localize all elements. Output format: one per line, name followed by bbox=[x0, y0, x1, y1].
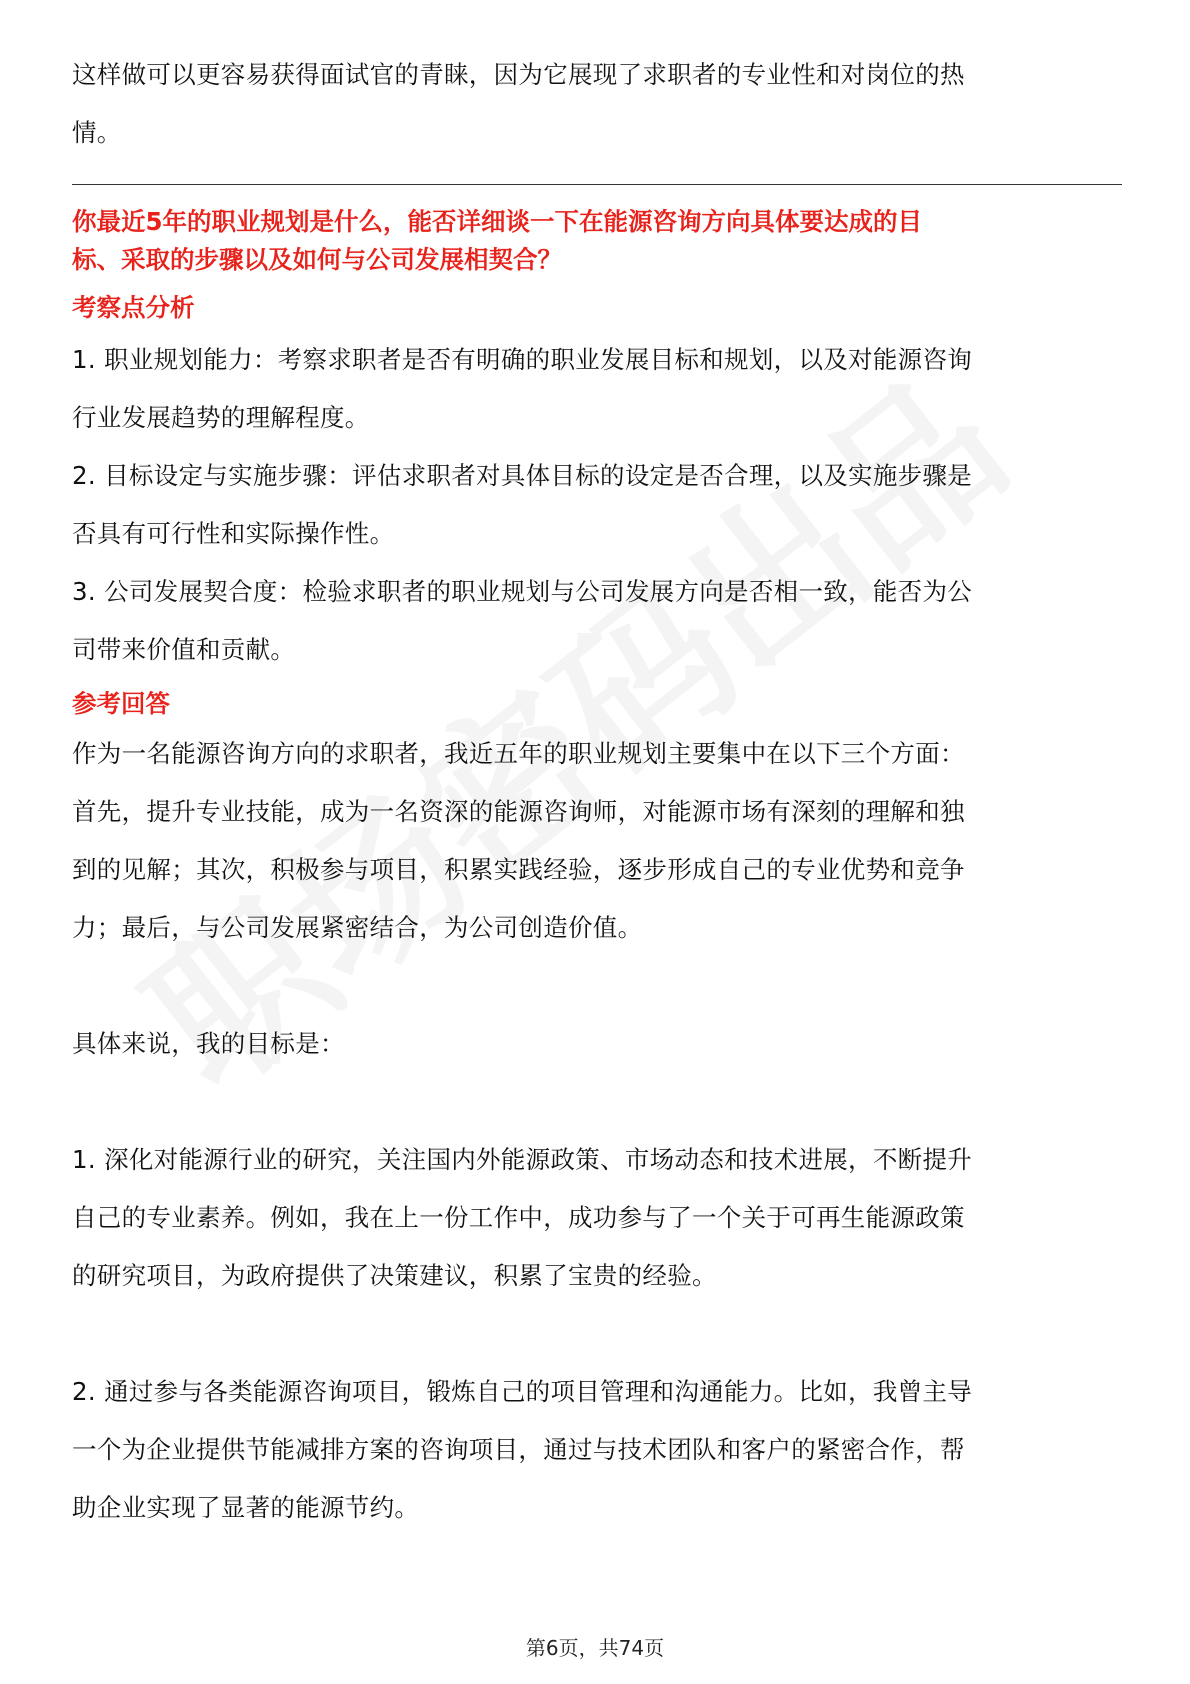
analysis-item-1-line-1: 1. 职业规划能力：考察求职者是否有明确的职业发展目标和规划，以及对能源咨询 bbox=[72, 345, 973, 374]
analysis-item-3-line-1: 3. 公司发展契合度：检验求职者的职业规划与公司发展方向是否相一致，能否为公 bbox=[72, 577, 973, 606]
analysis-item-3-line-2: 司带来价值和贡献。 bbox=[72, 635, 296, 664]
blank-line bbox=[72, 1073, 1122, 1131]
answer-p1-line-1: 作为一名能源咨询方向的求职者，我近五年的职业规划主要集中在以下三个方面： bbox=[72, 739, 965, 768]
answer-p4-line-2: 一个为企业提供节能减排方案的咨询项目，通过与技术团队和客户的紧密合作，帮 bbox=[72, 1435, 965, 1464]
answer-p4-line-1: 2. 通过参与各类能源咨询项目，锻炼自己的项目管理和沟通能力。比如，我曾主导 bbox=[72, 1377, 973, 1406]
answer-p1-line-3: 到的见解；其次，积极参与项目，积累实践经验，逐步形成自己的专业优势和竞争 bbox=[72, 855, 965, 884]
question-line-2: 标、采取的步骤以及如何与公司发展相契合？ bbox=[72, 245, 562, 274]
answer-p1-line-4: 力；最后，与公司发展紧密结合，为公司创造价值。 bbox=[72, 913, 643, 942]
answer-p3-line-2: 自己的专业素养。例如，我在上一份工作中，成功参与了一个关于可再生能源政策 bbox=[72, 1203, 965, 1232]
answer-p3-line-3: 的研究项目，为政府提供了决策建议，积累了宝贵的经验。 bbox=[72, 1261, 717, 1290]
answer-p4-line-3: 助企业实现了显著的能源节约。 bbox=[72, 1493, 420, 1522]
answer-heading: 参考回答 bbox=[72, 689, 170, 718]
analysis-heading: 考察点分析 bbox=[72, 293, 195, 322]
intro-line-2: 情。 bbox=[72, 118, 122, 147]
question-block bbox=[72, 203, 1122, 279]
blank-line bbox=[72, 957, 1122, 1015]
analysis-item-1-line-2: 行业发展趋势的理解程度。 bbox=[72, 403, 370, 432]
blank-line bbox=[72, 1305, 1122, 1363]
page-content bbox=[72, 46, 1122, 1537]
page-number-footer: 第6页，共74页 bbox=[525, 1636, 665, 1660]
answer-p3-line-1: 1. 深化对能源行业的研究，关注国内外能源政策、市场动态和技术进展，不断提升 bbox=[72, 1145, 973, 1174]
answer-p1-line-2: 首先，提升专业技能，成为一名资深的能源咨询师，对能源市场有深刻的理解和独 bbox=[72, 797, 965, 826]
question-line-1: 你最近5年的职业规划是什么，能否详细谈一下在能源咨询方向具体要达成的目 bbox=[72, 207, 923, 236]
answer-body bbox=[72, 725, 1122, 1537]
intro-line-1: 这样做可以更容易获得面试官的青睐，因为它展现了求职者的专业性和对岗位的热 bbox=[72, 60, 965, 89]
answer-p2: 具体来说，我的目标是： bbox=[72, 1029, 345, 1058]
section-divider bbox=[72, 184, 1122, 185]
analysis-list bbox=[72, 331, 1122, 679]
analysis-item-2-line-1: 2. 目标设定与实施步骤：评估求职者对具体目标的设定是否合理，以及实施步骤是 bbox=[72, 461, 973, 490]
analysis-item-2-line-2: 否具有可行性和实际操作性。 bbox=[72, 519, 395, 548]
